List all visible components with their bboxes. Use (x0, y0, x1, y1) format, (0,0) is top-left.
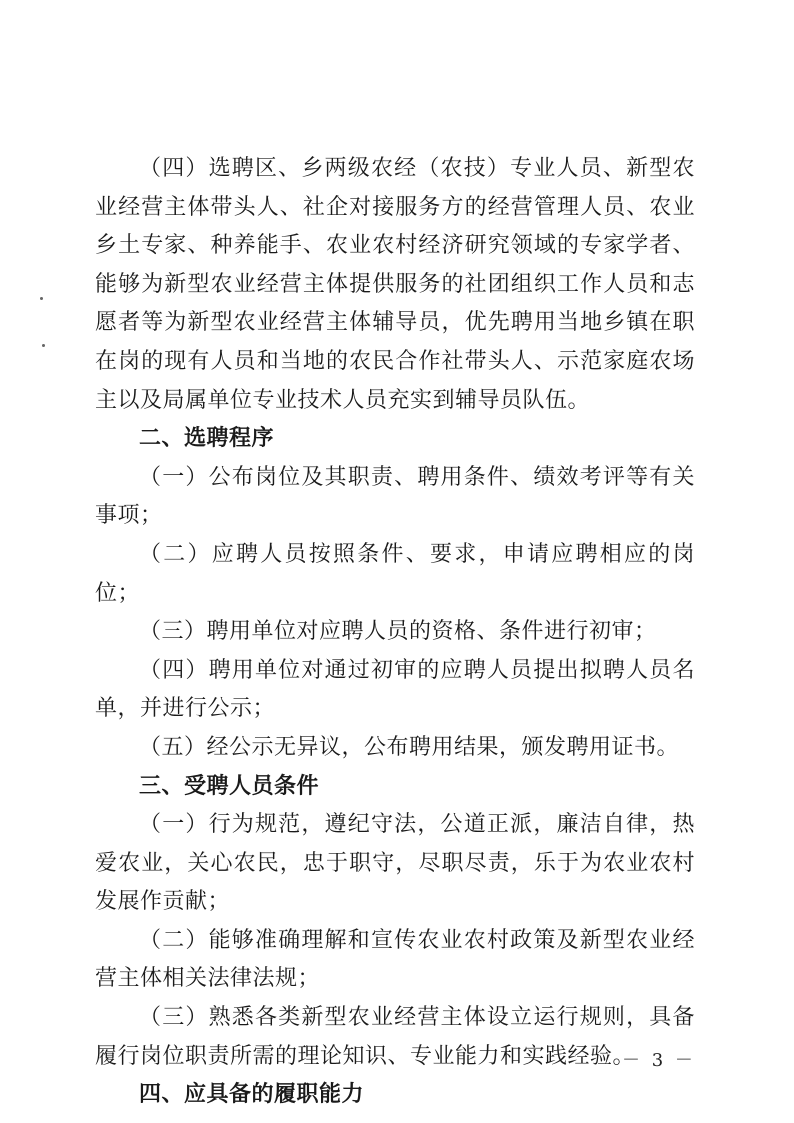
section-heading-selection-procedure: 二、选聘程序 (139, 426, 275, 452)
margin-mark (42, 344, 45, 347)
condition-3: （三）熟悉各类新型农业经营主体设立运行规则，具备履行岗位职责所需的理论知识、专业能力和实践经验。 (95, 1005, 695, 1069)
condition-1: （一）行为规范，遵纪守法，公道正派，廉洁自律，热爱农业，关心农民，忠于职守，尽职尽责，乐于为农业农村发展作贡献； (95, 812, 695, 915)
procedure-step-4: （四）聘用单位对通过初审的应聘人员提出拟聘人员名单，并进行公示； (95, 657, 695, 722)
paragraph-4-selection-scope: （四）选聘区、乡两级农经（农技）专业人员、新型农业经营主体带头人、社企对接服务方的经营管理人员、农业乡土专家、种养能手、农业农村经济研究领域的专家学者、能够为新型农业经营主体提供服务的社团组织工作人员和志愿者等为新型农业经营主体辅导员，优先聘用当地乡镇在职在岗的现有人员和当地的农民合作社带头人、示范家庭农场主以及局属单位专业技术人员充实到辅导员队伍。 (95, 156, 695, 413)
condition-2: （二）能够准确理解和宣传农业农村政策及新型农业经营主体相关法律法规； (95, 927, 695, 992)
procedure-step-3: （三）聘用单位对应聘人员的资格、条件进行初审； (139, 619, 657, 645)
section-heading-required-abilities: 四、应具备的履职能力 (139, 1082, 365, 1108)
page-number: － 3 － (622, 1050, 696, 1071)
document-body (95, 150, 695, 1115)
margin-mark (40, 297, 43, 300)
procedure-step-1: （一）公布岗位及其职责、聘用条件、绩效考评等有关事项； (95, 464, 695, 529)
procedure-step-2: （二）应聘人员按照条件、要求，申请应聘相应的岗位； (95, 541, 695, 606)
procedure-step-5: （五）经公示无异议，公布聘用结果，颁发聘用证书。 (139, 734, 680, 760)
section-heading-applicant-conditions: 三、受聘人员条件 (139, 773, 320, 799)
